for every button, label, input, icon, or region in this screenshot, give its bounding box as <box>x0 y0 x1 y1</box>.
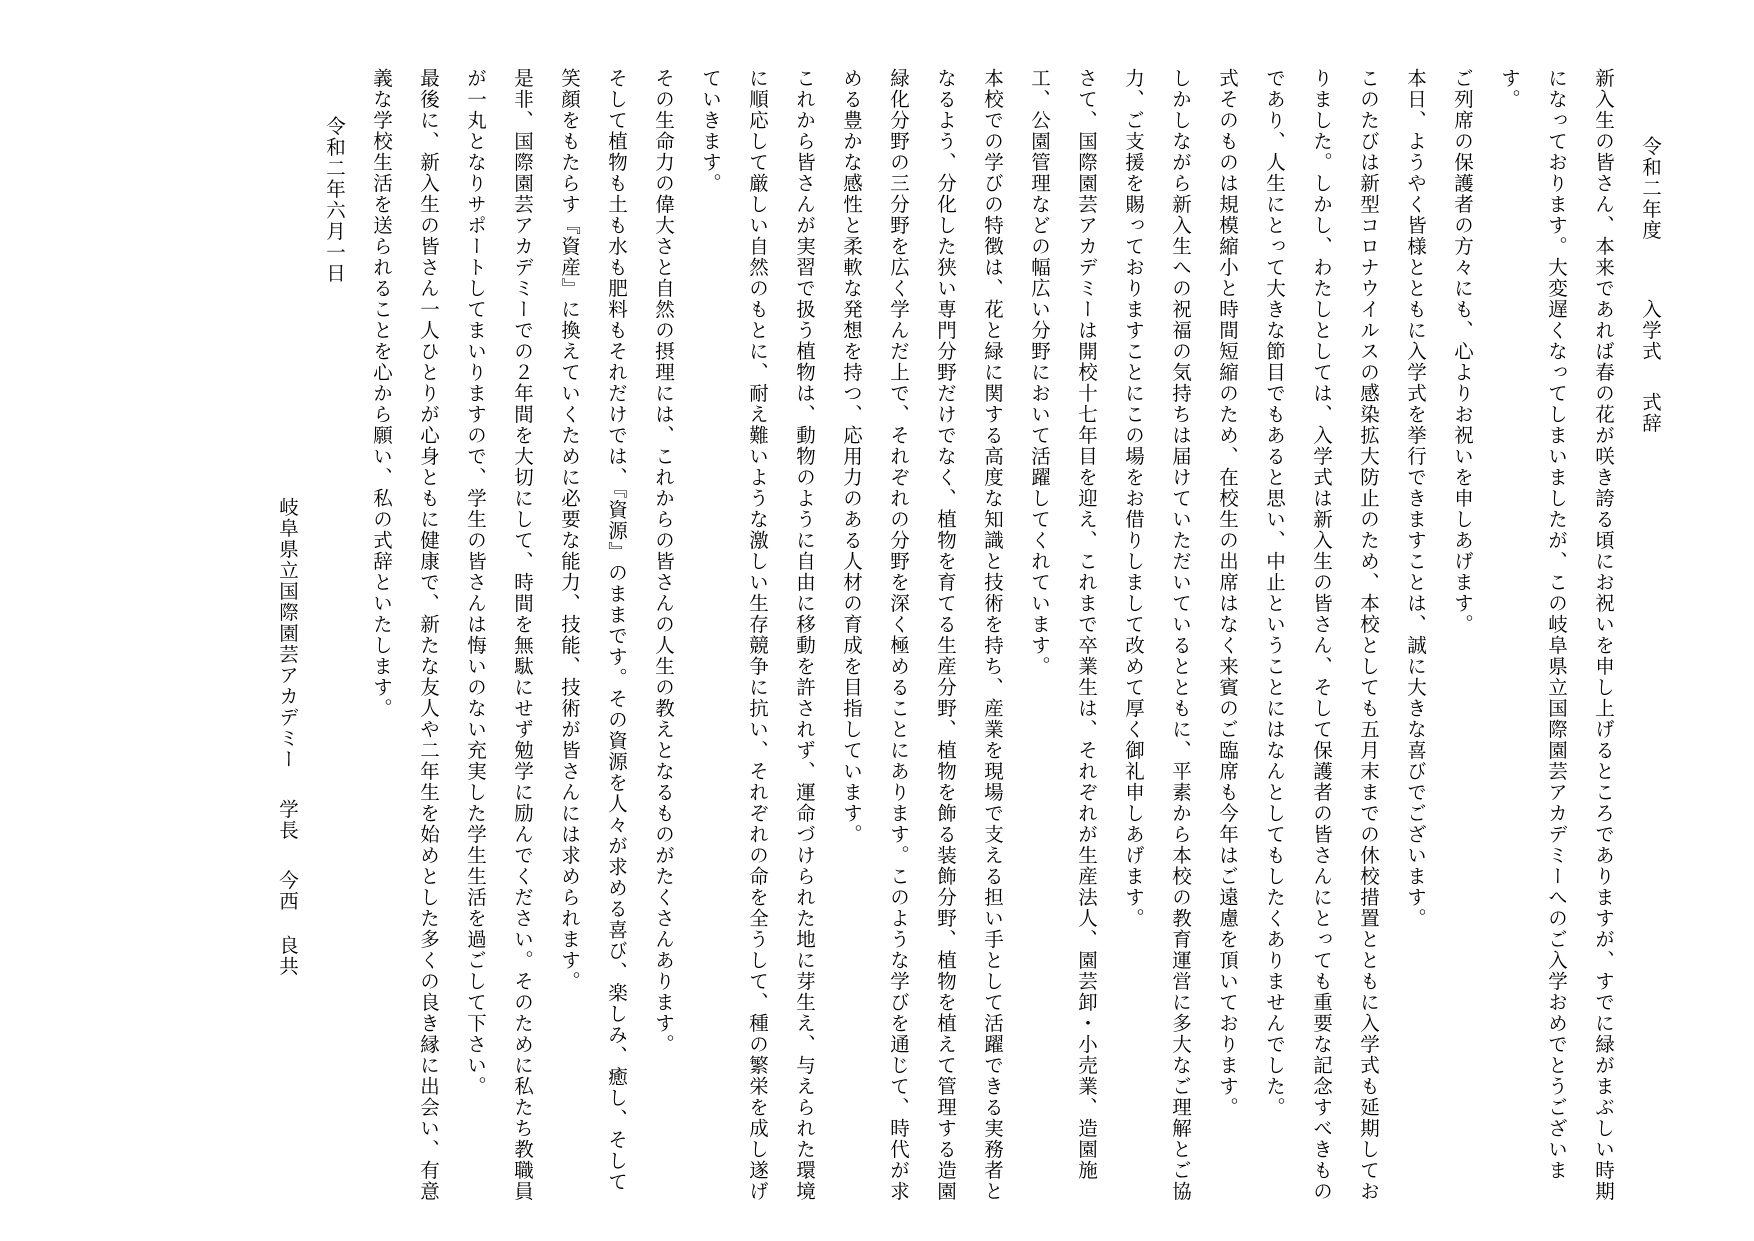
paragraph-plants: これから皆さんが実習で扱う植物は、動物のように自由に移動を許されず、運命づけられた地に芽生え、与えられた環境に順応して厳しい自然のもとに、耐え難いような激しい生存競争に抗い、それぞれの命を全うして、種の繁栄を成し遂げていきます。 <box>699 67 816 1202</box>
paragraph-parents: ご列席の保護者の方々にも、心よりお祝いを申しあげます。 <box>1451 67 1474 635</box>
document-date: 令和二年六月一日 <box>323 116 346 285</box>
paragraph-encouragement: 是非、国際園芸アカデミーでの２年間を大切にして、時間を無駄にせず勉学に励んでください。そのために私たち教職員が一丸となりサポートしてまいりますので、学生の皆さんは悔いのない充実した学生生活を過ごして下さい。 <box>464 67 534 1202</box>
signature-institution: 岐阜県立国際園芸アカデミー <box>276 496 299 770</box>
paragraph-closing: 最後に、新入生の皆さん一人ひとりが心身ともに健康で、新たな友人や二年生を始めとした多くの良き縁に出会い、有意義な学校生活を送られることを心から願い、私の式辞といたします。 <box>370 67 440 1202</box>
paragraph-resources: そして植物も土も水も肥料もそれだけでは、『資源』のままです。その資源を人々が求める喜び、楽しみ、癒し、そして笑顔をもたらす『資産』に換えていくために必要な能力、技能、技術が皆さんには求められます。 <box>558 67 628 1192</box>
paragraph-ceremony-scale: 式そのものは規模縮小と時間短縮のため、在校生の出席はなく来賓のご臨席も今年はご遠慮を頂いております。 <box>1216 67 1239 1118</box>
signature <box>264 48 311 1208</box>
paragraph-joy: 本日、ようやく皆様とともに入学式を挙行できますことは、誠に大きな喜びでございます。 <box>1404 67 1427 929</box>
paragraph-welcome: 新入生の皆さん、本来であれば春の花が咲き誇る頃にお祝いを申し上げるところでありますが、すでに緑がまぶしい時期になっております。大変遅くなってしまいましたが、この岐阜県立国際園芸アカデミーへのご入学おめでとうございます。 <box>1498 67 1615 1202</box>
paragraph-life-force: その生命力の偉大さと自然の摂理には、これからの皆さんの人生の教えとなるものがたくさんあります。 <box>652 67 675 1055</box>
paragraph-gratitude: しかしながら新入生への祝福の気持ちは届けていただいているとともに、平素から本校の教育運営に多大なご理解とご協力、ご支援を賜っておりますことにこの場をお借りしまして改めて厚く御礼申しあげます。 <box>1122 67 1192 1202</box>
title-event: 入学式 <box>1639 299 1662 363</box>
paragraph-covid: このたびは新型コロナウイルスの感染拡大防止のため、本校としても五月末までの休校措置とともに入学式も延期しておりました。しかし、わたしとしては、入学式は新入生の皆さん、そして保護者の皆さんにとっても重要な記念すべきものであり、人生にとって大きな節目でもあると思い、中止ということにはなんとしてもしたくありませんでした。 <box>1263 67 1380 1202</box>
signature-role: 学長 <box>276 798 299 841</box>
speech-document <box>54 48 1674 1208</box>
paragraph-history: さて、国際園芸アカデミーは開校十七年目を迎え、これまで卒業生は、それぞれが生産法人、園芸卸・小売業、造園施工、公園管理などの幅広い分野において活躍してくれています。 <box>1028 67 1098 1181</box>
document-title <box>1627 48 1674 1208</box>
paragraph-features: 本校での学びの特徴は、花と緑に関する高度な知識と技術を持ち、産業を現場で支える担い手として活躍できる実務者となるよう、分化した狭い専門分野だけでなく、植物を育てる生産分野、植物を飾る装飾分野、植物を植えて管理する造園緑化分野の三分野を広く学んだ上で、それぞれの分野を深く極めることにあります。このような学びを通じて、時代が求める豊かな感性と柔軟な発想を持つ、応用力のある人材の育成を目指しています。 <box>840 67 1004 1202</box>
signature-family-name: 今西 <box>276 870 299 912</box>
title-speech: 式辞 <box>1639 391 1662 434</box>
title-year: 令和二年度 <box>1639 135 1662 241</box>
signature-given-name: 良共 <box>276 935 299 978</box>
